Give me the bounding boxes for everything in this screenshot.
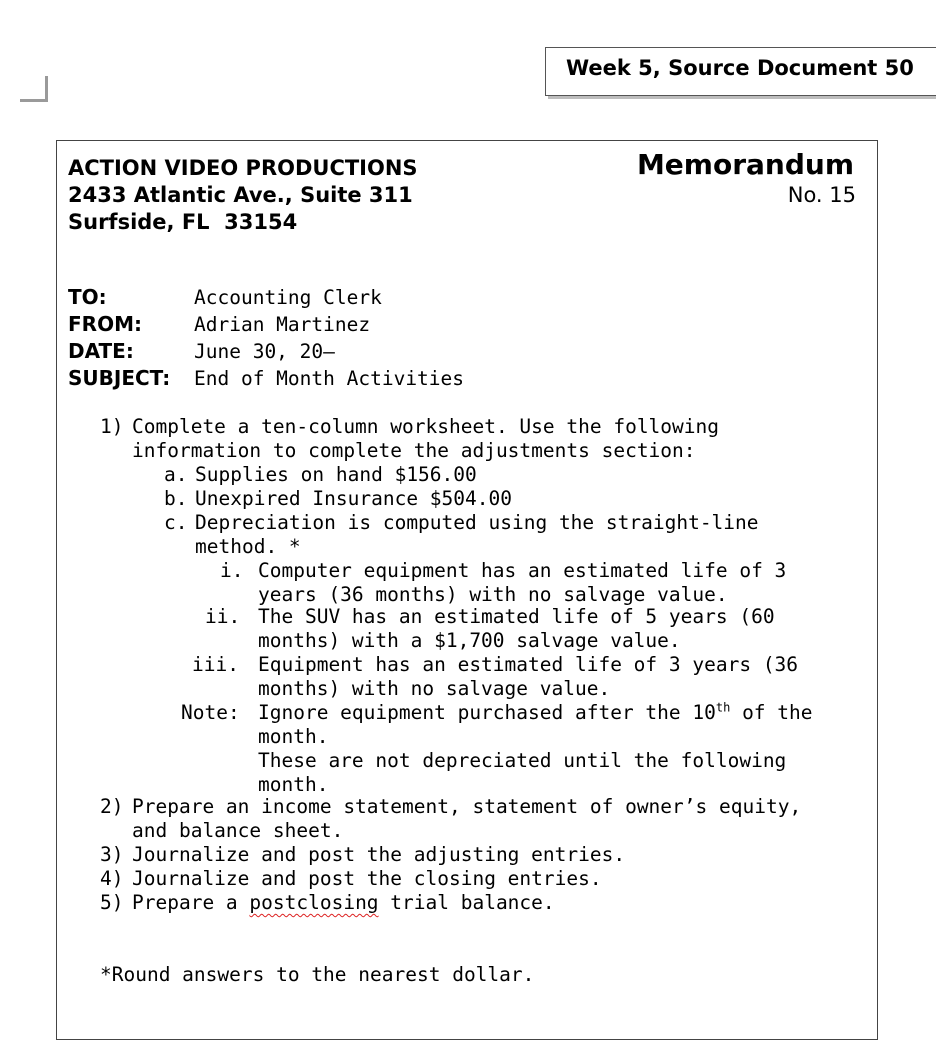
item-ii-line-1: The SUV has an estimated life of 5 years (60 [258, 605, 775, 628]
note-line-2: month. [258, 725, 329, 748]
item-i-line-1: Computer equipment has an estimated life of 3 [258, 559, 787, 582]
item-a-marker: a. [164, 463, 188, 486]
item-a-text: Supplies on hand $156.00 [195, 463, 477, 486]
item-ii-marker: ii. [205, 605, 241, 628]
company-block [68, 155, 418, 236]
item-1-line-2: information to complete the adjustments section: [132, 439, 696, 462]
item-5-end: trial balance. [378, 891, 555, 914]
note-line-1 [258, 701, 813, 724]
to-label: TO: [68, 285, 107, 309]
item-5-marker: 5) [100, 891, 124, 914]
item-iii-line-2: months) with no salvage value. [258, 677, 611, 700]
memo-number: No. 15 [787, 183, 856, 207]
item-4-marker: 4) [100, 867, 124, 890]
item-5-start: Prepare a [132, 891, 250, 914]
from-value: Adrian Martinez [194, 313, 371, 336]
item-3-marker: 3) [100, 843, 124, 866]
item-c-line-2: method. * [195, 535, 301, 558]
date-label: DATE: [68, 339, 134, 363]
item-2-marker: 2) [100, 795, 124, 818]
item-5-text [132, 891, 555, 914]
note-line-1-end: of the [730, 701, 813, 724]
item-1-marker: 1) [100, 415, 124, 438]
date-value: June 30, 20— [194, 340, 335, 363]
note-ordinal-suffix: th [715, 700, 731, 715]
note-marker: Note: [181, 701, 240, 724]
item-c-marker: c. [164, 511, 188, 534]
item-ii-line-2: months) with a $1,700 salvage value. [258, 629, 681, 652]
company-name: ACTION VIDEO PRODUCTIONS [68, 156, 418, 180]
item-i-line-2: years (36 months) with no salvage value. [258, 583, 728, 606]
from-label: FROM: [68, 312, 142, 336]
company-address-line1: 2433 Atlantic Ave., Suite 311 [68, 183, 413, 207]
item-4-text: Journalize and post the closing entries. [132, 867, 602, 890]
item-3-text: Journalize and post the adjusting entries. [132, 843, 626, 866]
crop-mark [20, 76, 48, 102]
item-i-marker: i. [220, 559, 244, 582]
item-iii-marker: iii. [192, 653, 239, 676]
item-b-text: Unexpired Insurance $504.00 [195, 487, 512, 510]
memo-title: Memorandum [636, 148, 854, 181]
company-address-line2: Surfside, FL 33154 [68, 210, 298, 234]
item-c-line-1: Depreciation is computed using the straight-line [195, 511, 759, 534]
source-document-label: Week 5, Source Document 50 [566, 56, 914, 80]
item-2-line-1: Prepare an income statement, statement of owner’s equity, [132, 795, 802, 818]
spellcheck-flagged-word[interactable]: postclosing [249, 891, 379, 914]
item-2-line-2: and balance sheet. [132, 819, 344, 842]
subject-value: End of Month Activities [194, 367, 465, 390]
to-value: Accounting Clerk [194, 286, 382, 309]
item-b-marker: b. [164, 487, 188, 510]
source-document-badge [545, 47, 936, 96]
item-1-line-1: Complete a ten-column worksheet. Use the following [132, 415, 719, 438]
subject-label: SUBJECT: [68, 366, 171, 390]
note-line-1-start: Ignore equipment purchased after the 10 [258, 701, 716, 724]
footnote: *Round answers to the nearest dollar. [100, 963, 535, 986]
note-line-4: month. [258, 773, 329, 796]
item-iii-line-1: Equipment has an estimated life of 3 years (36 [258, 653, 799, 676]
note-line-3: These are not depreciated until the following [258, 749, 787, 772]
